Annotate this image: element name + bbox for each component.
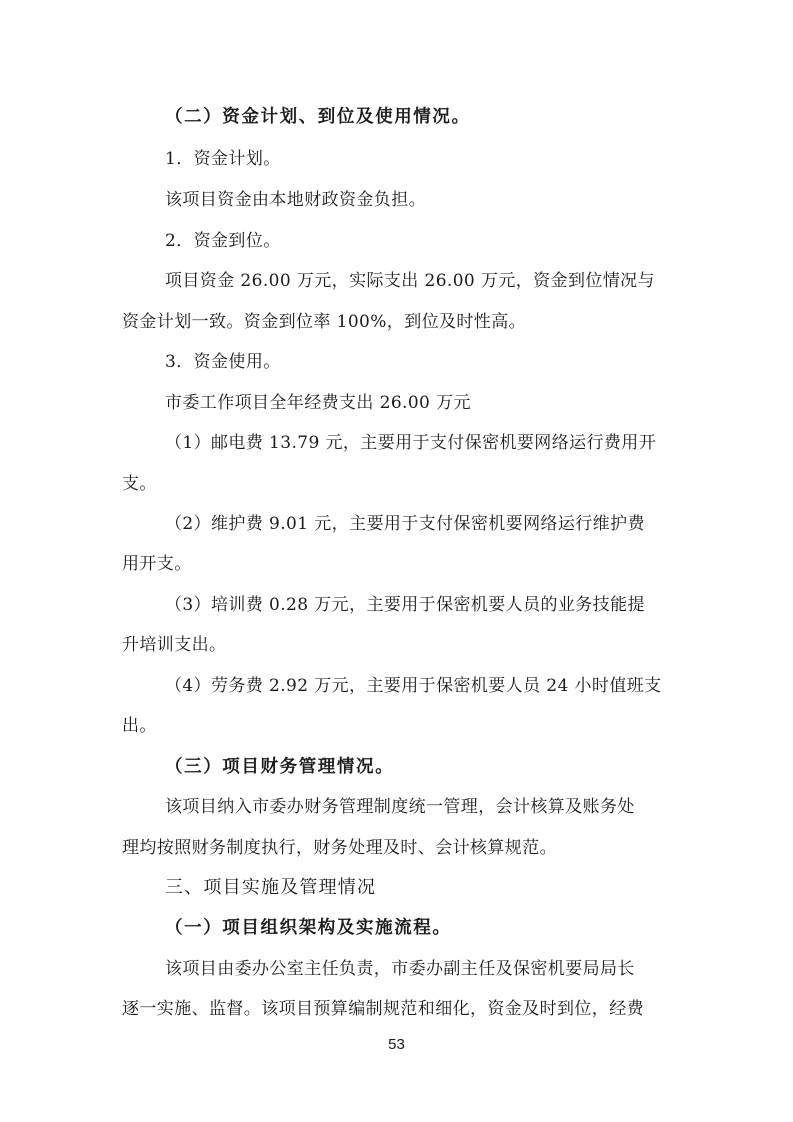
item-funding-arrival: 2．资金到位。 [165, 231, 281, 251]
section-heading-implementation: 三、项目实施及管理情况 [165, 877, 377, 898]
item-funding-use: 3．资金使用。 [165, 352, 281, 372]
paragraph-line: 该项目资金由本地财政资金负担。 [165, 190, 426, 210]
subheading-financial-management: （三）项目财务管理情况。 [165, 757, 395, 777]
list-item-maintenance-fee: （2）维护费 9.01 元，主要用于支付保密机要网络运行维护费 [165, 514, 645, 534]
paragraph-line: 资金计划一致。资金到位率 100%，到位及时性高。 [122, 312, 527, 332]
paragraph-line: 用开支。 [122, 554, 192, 574]
subheading-funding-plan: （二）资金计划、到位及使用情况。 [165, 107, 471, 127]
item-funding-plan: 1．资金计划。 [165, 149, 281, 169]
paragraph-line: 出。 [122, 716, 157, 736]
list-item-labor-fee: （4）劳务费 2.92 万元，主要用于保密机要人员 24 小时值班支 [165, 676, 662, 696]
paragraph-line: 项目资金 26.00 万元，实际支出 26.00 万元，资金到位情况与 [165, 271, 655, 291]
list-item-training-fee: （3）培训费 0.28 万元，主要用于保密机要人员的业务技能提 [165, 595, 645, 615]
paragraph-line: 理均按照财务制度执行，财务处理及时、会计核算规范。 [122, 838, 557, 858]
paragraph-line: 该项目由委办公室主任负责，市委办副主任及保密机要局局长 [165, 959, 635, 979]
list-item-postal-fee: （1）邮电费 13.79 元，主要用于支付保密机要网络运行费用开 [165, 433, 657, 453]
paragraph-line: 该项目纳入市委办财务管理制度统一管理，会计核算及账务处 [165, 797, 635, 817]
paragraph-line: 逐一实施、监督。该项目预算编制规范和细化，资金及时到位，经费 [122, 999, 644, 1019]
paragraph-line: 市委工作项目全年经费支出 26.00 万元 [165, 393, 471, 413]
subheading-organization: （一）项目组织架构及实施流程。 [165, 918, 452, 938]
paragraph-line: 升培训支出。 [122, 635, 227, 655]
page-number: 53 [388, 1036, 405, 1053]
paragraph-line: 支。 [122, 474, 157, 494]
